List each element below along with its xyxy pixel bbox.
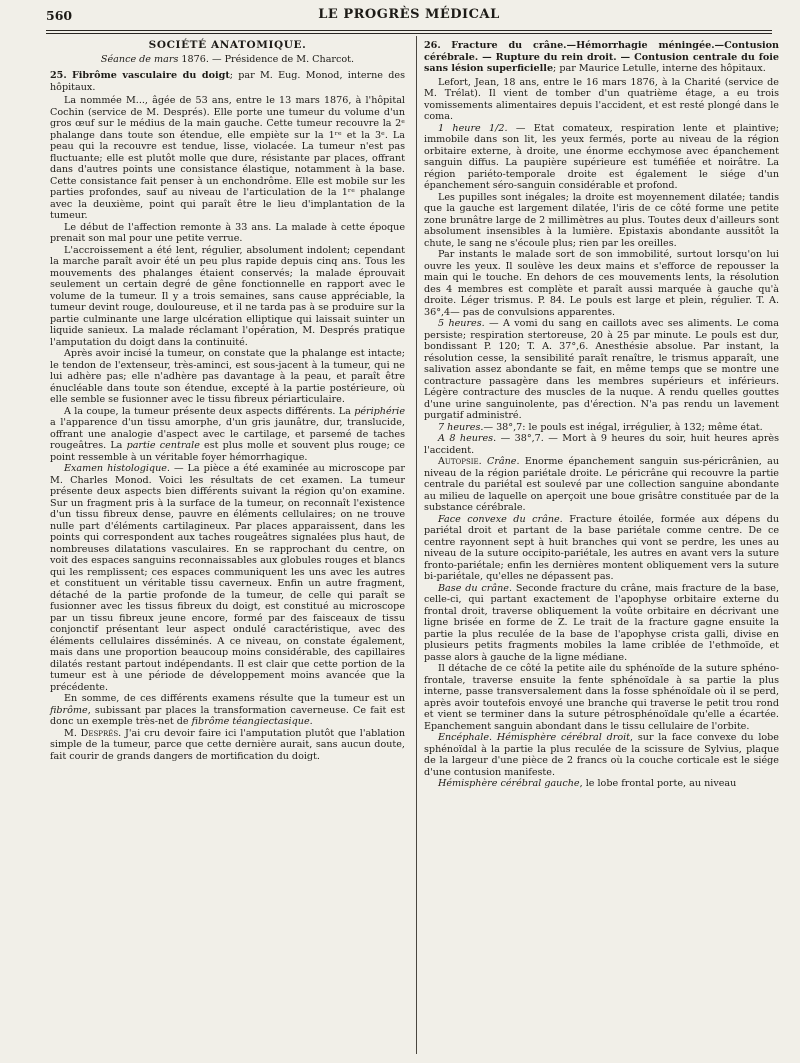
- italic-run: Crâne: [486, 456, 517, 467]
- seance-presidence: 1876. — Présidence de M. Charcot.: [178, 53, 355, 65]
- header-rule-bottom: [46, 33, 772, 34]
- italic-run: Examen histologique.: [64, 463, 170, 474]
- paragraph: [424, 456, 779, 514]
- paragraph: Le début de l'affection remonte à 33 ans. La malade à cette époque prenait son mal pour une petite verrue.: [50, 221, 405, 244]
- page-number: 560: [46, 8, 73, 23]
- column-divider: [416, 36, 417, 1054]
- text-run: — 38°,7. — Mort à 9 heures du soir, huit heures après l'accident.: [424, 433, 780, 456]
- left-column: [50, 40, 405, 762]
- paragraph: [424, 778, 779, 790]
- text-run: Seconde fracture du crâne, mais fracture de la base, celle-ci, qui partant exactement de l'apophyse orbitaire externe du frontal droit, traverse obliquement la voûte orbitaire en décrivant une ligne brisée en forme de Z. Le trait de la fracture gagne ensuite la partie la plus reculée de la base de l'apophyse crista galli, divise en plusieurs petits fragments mobiles la lame criblée de l'ethmoïde, et passe alors à gauche de la ligne médiane.: [424, 582, 780, 663]
- italic-run: 7 heures.: [438, 421, 484, 433]
- paragraph: L'accroissement a été lent, régulier, absolument indolent; cependant la marche paraît avoir été un peu plus rapide depuis cinq ans. Tous les mouvements des phalanges étaient conservés; la malade éprouvait seulement un certain degré de gêne fonctionnelle en rapport avec le volume de la tumeur. Il y a trois semaines, sans cause appréciable, la tumeur devint rouge, douloureuse, et il ne tarda pas à se produire sur la partie culminante une large ulcération elliptique qui laissait suinter un liquide sanieux. La malade réclamant l'opération, M. Després pratique l'amputation du doigt dans la continuité.: [50, 244, 405, 348]
- text-run: .: [478, 456, 487, 467]
- paragraph: [50, 406, 405, 464]
- article-title: Fracture du crâne.—Hémorrhagie méningée.—Contusion cérébrale. — Rupture du rein droit. — Contusion centrale du foie sans lésion superficielle: [424, 40, 779, 74]
- section-title: SOCIÉTÉ ANATOMIQUE.: [148, 39, 307, 51]
- paragraph: [50, 463, 405, 693]
- paragraph: [424, 123, 779, 192]
- article-number: 25.: [50, 70, 67, 81]
- paragraph: Par instants le malade sort de son immobilité, surtout lorsqu'on lui ouvre les yeux. Il soulève les deux mains et s'efforce de repousser la main qui le touche. En dehors de ces mouvements lents, la résolution des 4 membres est complète et paraît aussi marquée à gauche qu'à droite. Léger trismus. P. 84. Le pouls est large et plein, régulier. T. A. 36°,4— pas de convulsions apparentes.: [424, 249, 779, 318]
- journal-title: LE PROGRÈS MÉDICAL: [318, 7, 500, 22]
- text-run: — A vomi du sang en caillots avec ses aliments. Le coma persiste; respiration stertoreuse, 20 à 25 par minute. Le pouls est dur, bondissant P. 120; T. A. 37°,6. Anesthésie absolue. Par instant, la résolution cesse, la sensibilité paraît renaître, le trismus apparaît, une salivation assez abondante se fait, en même temps que se montre une contracture passagère dans les membres supérieurs et inférieurs. Légère contracture des muscles de la nuque. A rendu quelles gouttes d'une urine sanguinolente, pas d'érection. N'a pas rendu un lavement purgatif administré.: [424, 318, 779, 421]
- article-byline: ; par Maurice Letulle, interne des hôpitaux.: [553, 63, 766, 74]
- italic-run: périphérie: [354, 405, 405, 417]
- paragraph: Les pupilles sont inégales; la droite est moyennement dilatée; tandis que la gauche est largement dilatée, l'iris de ce côté forme une petite zone brunâtre large de 2 millimètres au plus. Toutes deux d'ailleurs sont absolument insensibles à la lumière. Epistaxis abondante aussitôt la chute, le sang ne s'écoule plus; rien par les oreilles.: [424, 191, 779, 249]
- paragraph: [50, 728, 405, 763]
- italic-run: fibrôme: [50, 704, 88, 716]
- text-run: a l'apparence d'un tissu amorphe, d'un gris jaunâtre, dur, translucide, offrant une analogie d'aspect avec le cartilage, et parsemé de taches rougeâtres. La: [50, 417, 405, 451]
- paragraph: [424, 732, 779, 778]
- text-run: .: [309, 716, 313, 727]
- italic-run: 5 heures.: [438, 318, 485, 329]
- right-column: [424, 40, 779, 790]
- italic-run: Hémisphère cérébral gauche: [438, 778, 580, 789]
- paragraph: La nommée M..., âgée de 53 ans, entre le 13 mars 1876, à l'hôpital Cochin (service de M. Després). Elle porte une tumeur du volume d'un gros œuf sur le médius de la main gauche. Cette tumeur recouvre la 2ᵉ phalange dans toute son étendue, elle empiète sur la 1ʳᵉ et la 3ᵉ. La peau qui la recouvre est tendue, lisse, violacée. La tumeur n'est pas fluctuante; elle est plutôt molle que dure, résistante par places, offrant dans d'autres points une consistance élastique, notamment à la base. Cette consistance fait penser à un enchondrôme. Elle est mobile sur les parties profondes, sauf au niveau de l'articulation de la 1ʳᵉ phalange avec la deuxième, point qui paraît être le lieu d'implantation de la tumeur.: [50, 95, 405, 221]
- page-header: [46, 8, 772, 32]
- paragraph: Après avoir incisé la tumeur, on constate que la phalange est intacte; le tendon de l'extenseur, très-aminci, est sous-jacent à la tumeur, qui ne lui adhère pas; elle n'adhère pas davantage à la peau, et paraît être énucléable dans toute son étendue, excepté à la partie postérieure, où elle semble se fusionner avec le tissu fibreux périarticulaire.: [50, 348, 405, 405]
- text-run: , le lobe frontal porte, au niveau: [579, 778, 737, 789]
- paragraph: [424, 514, 779, 583]
- text-run: , subissant par places la transformation caverneuse. Ce fait est donc un exemple très-net de: [50, 704, 405, 727]
- paragraph: [424, 433, 779, 456]
- paragraph: [424, 422, 779, 434]
- text-run: — 38°,7: le pouls est inégal, irrégulier, à 132; même état.: [483, 421, 763, 433]
- smallcaps-run: M. Després: [64, 727, 119, 739]
- text-run: En somme, de ces différents examens résulte que la tumeur est un: [64, 693, 405, 704]
- seance-line: [50, 54, 405, 66]
- text-run: . Enorme épanchement sanguin sus-péricrânien, au niveau de la région pariétale droite. Le péricrâne qui recouvre la partie centrale du pariétal est soulevé par une collection sanguine abondante au milieu de laquelle on aperçoit une boue grisâtre constituée par de la substance cérébrale.: [424, 456, 779, 513]
- italic-run: partie centrale: [126, 440, 200, 451]
- seance-date: Séance de mars: [100, 53, 179, 65]
- italic-run: A 8 heures.: [438, 433, 497, 444]
- article-title: Fibrôme vasculaire du doigt: [71, 70, 230, 81]
- italic-run: Encéphale. Hémisphère cérébral droit: [438, 732, 631, 743]
- text-run: — La pièce a été examinée au microscope par M. Charles Monod. Voici les résultats de cet examen. La tumeur présente deux aspects bien différents suivant la région qu'on examine. Sur un fragment pris à la surface de la tumeur, on reconnaît l'existence d'un tissu fibreux dense, pauvre en éléments cellulaires; on ne trouve nulle part d'éléments cartilagineux. Par places apparaissent, dans les points qui correspondent aux taches rougeâtres signalées plus haut, de nombreuses dilatations vasculaires. En se rapprochant du centre, on voit des espaces sanguins reconnaissables aux globules rouges et blancs qui les remplissent; ces espaces communiquent les uns avec les autres et constituent un véritable tissu caverneux. Enfin un autre fragment, détaché de la partie profonde de la tumeur, de celle qui paraît se fusionner avec les tissus fibreux du doigt, est constitué au microscope par un tissu fibreux jeune encore, formé par des faisceaux de tissu conjonctif présentant leur aspect ondulé caractéristique, avec des éléments cellulaires disséminés. A ce niveau, on constate également, mais dans une proportion beaucoup moins considérable, des capillaires dilatés restant partout indépendants. Il est clair que cette portion de la tumeur est à une période de développement moins avancée que la précédente.: [50, 463, 405, 693]
- text-run: , sur la face convexe du lobe sphénoïdal à la partie la plus reculée de la scissure de Sylvius, plaque de la largeur d'une pièce de 2 francs où la couche corticale est le siége d'une contusion manifeste.: [424, 732, 779, 778]
- paragraph: [424, 318, 779, 422]
- article-number: 26.: [424, 40, 441, 51]
- text-run: est plus molle et souvent plus rouge; ce point ressemble à un véritable foyer hémorrhagique.: [50, 440, 405, 463]
- article-byline: ; par M. Eug. Monod, interne des hôpitaux.: [50, 70, 405, 93]
- article-26-heading: [424, 40, 779, 75]
- text-run: Fracture étoilée, formée aux dépens du pariétal droit et partant de la base pariétale comme centre. De ce centre rayonnent sept à huit branches qui vont se perdre, les unes au niveau de la suture occipito-pariétale, les autres en avant vers la suture fronto-pariétale; enfin les dernières montent obliquement vers la suture bi-pariétale, qu'elles ne dépassent pas.: [424, 513, 780, 582]
- paragraph: Lefort, Jean, 18 ans, entre le 16 mars 1876, à la Charité (service de M. Trélat). Il vient de tomber d'un quatrième étage, a eu trois vomissements alimentaires depuis l'accident, et est resté plongé dans le coma.: [424, 76, 779, 122]
- italic-run: fibrôme téangiectasique: [191, 716, 310, 727]
- text-run: . J'ai cru devoir faire ici l'amputation plutôt que l'ablation simple de la tumeur, parce que cette dernière aurait, sans aucun doute, fait courir de grands dangers de mortification du doigt.: [50, 727, 405, 762]
- paragraph: [50, 693, 405, 728]
- paragraph: [424, 583, 779, 664]
- smallcaps-run: Autopsie: [438, 456, 479, 467]
- article-25-heading: [50, 70, 405, 93]
- italic-run: Base du crâne.: [438, 582, 512, 594]
- italic-run: Face convexe du crâne.: [438, 513, 563, 525]
- text-run: — Etat comateux, respiration lente et plaintive; immobile dans son lit, les yeux fermés, porte au niveau de la région orbitaire externe, à droite, une énorme ecchymose avec épanchement sanguin diffus. La paupière supérieure est tuméfiée et noirâtre. La région pariéto-temporale droite est également le siége d'un épanchement séro-sanguin considérable et profond.: [424, 122, 779, 191]
- italic-run: 1 heure 1/2.: [438, 122, 508, 134]
- paragraph: Il détache de ce côté la petite aile du sphénoïde de la suture sphéno-frontale, traverse ensuite la fente sphénoïdale à sa partie la plus interne, passe transversalement dans la fosse sphénoïdale où il se perd, après avoir toutefois envoyé une branche qui traverse le petit trou rond et vient se terminer dans la suture pétrosphénoïdale qu'elle a écartée. Epanchement sanguin abondant dans le tissu cellulaire de l'orbite.: [424, 663, 779, 732]
- header-rule-top: [46, 30, 772, 31]
- text-run: A la coupe, la tumeur présente deux aspects différents. La: [64, 405, 355, 417]
